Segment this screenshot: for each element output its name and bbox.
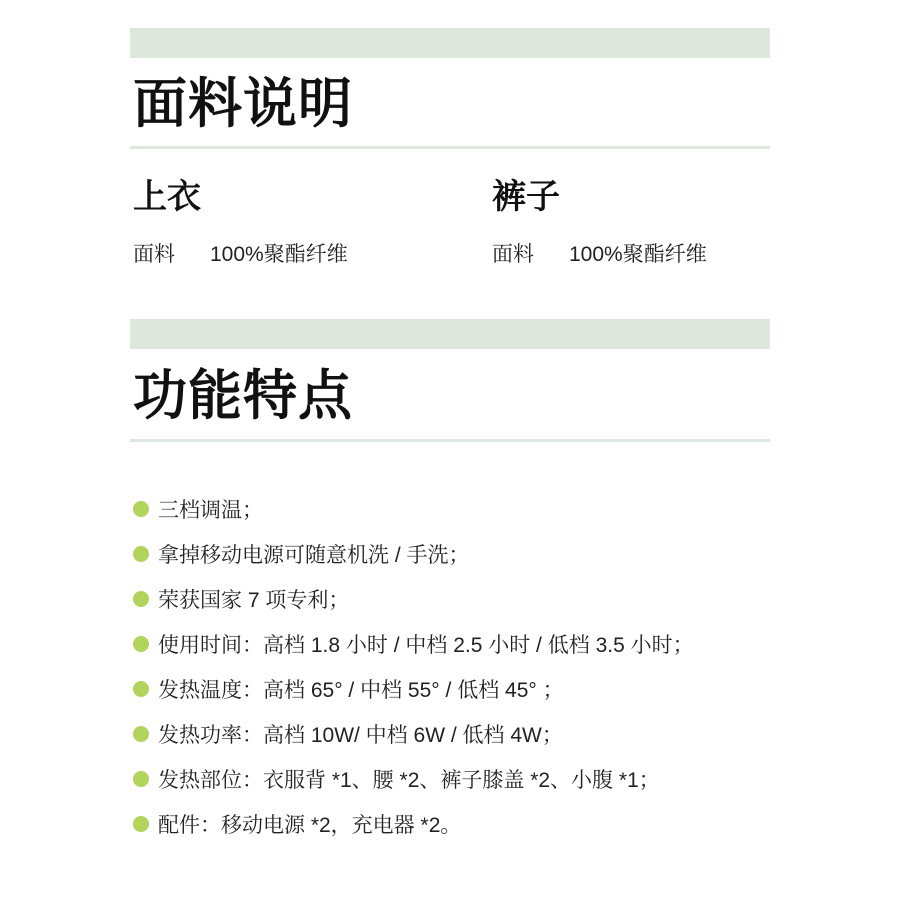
bullet-icon (133, 636, 149, 652)
feature-text: 发热温度：高档 65° / 中档 55° / 低档 45° ； (158, 678, 564, 702)
fabric-section-title: 面料说明 (133, 74, 353, 134)
features-section-band (130, 319, 770, 349)
pants-fabric-value: 100%聚酯纤维 (569, 243, 707, 266)
top-garment-title: 上衣 (133, 179, 201, 216)
top-garment-fabric (133, 241, 348, 269)
features-section-title: 功能特点 (133, 366, 353, 426)
feature-text: 荣获国家 7 项专利； (158, 588, 350, 612)
top-fabric-label: 面料 (133, 243, 175, 266)
feature-list (133, 486, 694, 846)
feature-item (133, 666, 694, 711)
feature-item (133, 531, 694, 576)
feature-item (133, 576, 694, 621)
features-section-divider (130, 439, 770, 442)
feature-item (133, 486, 694, 531)
pants-fabric-label: 面料 (492, 243, 534, 266)
feature-text: 三档调温； (158, 498, 263, 522)
fabric-section-band (130, 28, 770, 58)
feature-text: 发热功率：高档 10W/ 中档 6W / 低档 4W； (158, 723, 563, 747)
feature-text: 拿掉移动电源可随意机洗 / 手洗； (158, 543, 470, 567)
bullet-icon (133, 726, 149, 742)
bullet-icon (133, 591, 149, 607)
bullet-icon (133, 546, 149, 562)
top-fabric-value: 100%聚酯纤维 (210, 243, 348, 266)
feature-text: 发热部位：衣服背 *1、腰 *2、裤子膝盖 *2、小腹 *1； (158, 768, 660, 792)
feature-text: 使用时间：高档 1.8 小时 / 中档 2.5 小时 / 低档 3.5 小时； (158, 633, 694, 657)
feature-item (133, 621, 694, 666)
feature-item (133, 711, 694, 756)
feature-text: 配件：移动电源 *2，充电器 *2。 (158, 813, 462, 837)
pants-title: 裤子 (492, 179, 560, 216)
bullet-icon (133, 501, 149, 517)
feature-item (133, 801, 694, 846)
bullet-icon (133, 771, 149, 787)
pants-fabric (492, 241, 707, 269)
feature-item (133, 756, 694, 801)
fabric-section-divider (130, 146, 770, 149)
bullet-icon (133, 681, 149, 697)
bullet-icon (133, 816, 149, 832)
